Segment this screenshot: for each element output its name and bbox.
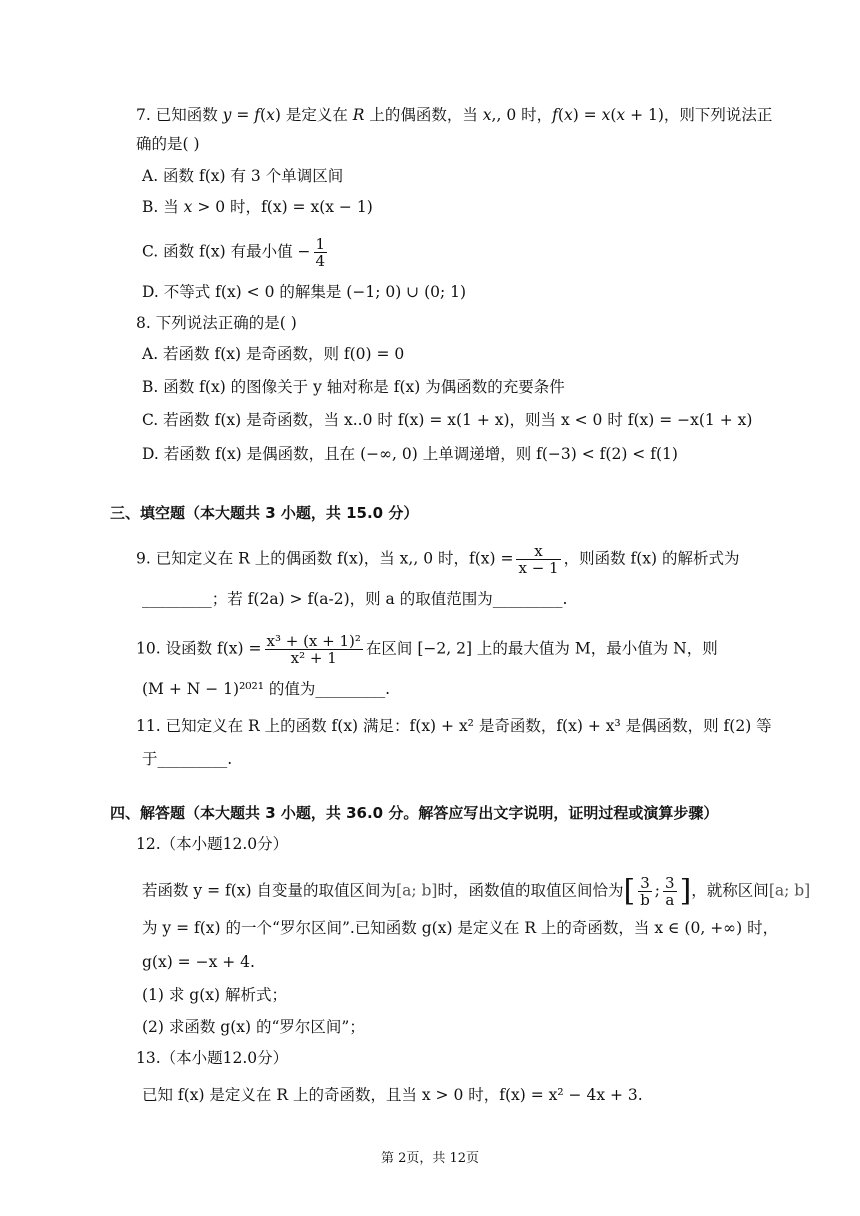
q7-option-c xyxy=(142,236,330,269)
q9-text: 9. 已知定义在 R 上的偶函数 f(x)，当 x,, 0 时，f(x) = xyxy=(136,549,514,568)
q8-option-a: A. 若函数 f(x) 是奇函数，则 f(0) = 0 xyxy=(142,345,405,363)
q12-line-1: 若函数 y = f(x) 自变量的取值区间为[a; b]时，函数值的取值区间恰为[ $\frac{3}{b}$ ; $\frac{3}{a}$ ]，就称区间[a; b] xyxy=(142,873,811,909)
q12-header: 12.（本小题12.0分） xyxy=(136,835,289,853)
q12-text: ，就称区间 xyxy=(691,881,769,900)
q7-option-d xyxy=(142,281,466,303)
q12-interval: [a; b] xyxy=(768,881,811,900)
section-4-title: 四、解答题（本大题共 3 小题，共 36.0 分。解答应写出文字说明，证明过程或演算步骤） xyxy=(110,804,719,822)
q8-option-d: D. 若函数 f(x) 是偶函数，且在 (−∞, 0) 上单调递增，则 f(−3) < f(2) < f(1) xyxy=(142,445,678,463)
q12-line-3: g(x) = −x + 4. xyxy=(142,953,255,971)
q7-option-c-text: C. 函数 f(x) 有最小值 − xyxy=(142,242,311,261)
q7-stem-text: ，则下列说法正 xyxy=(663,106,773,124)
q12-text: 时，函数值的取值区间恰为 xyxy=(437,881,624,900)
q7-option-d-text: D. 不等式 f(x) < 0 的解集是 xyxy=(142,283,347,301)
q10-fraction xyxy=(265,633,363,666)
page-footer: 第 2页，共 12页 xyxy=(380,1151,480,1166)
q8-option-b: B. 函数 f(x) 的图像关于 y 轴对称是 f(x) 为偶函数的充要条件 xyxy=(142,378,565,396)
left-bracket: [ xyxy=(623,873,636,909)
q9-line-1 xyxy=(136,543,740,576)
q7-stem-text: 上的偶函数，当 xyxy=(364,106,478,124)
q7-option-b-text: B. 当 xyxy=(142,198,184,216)
q7-stem-text: 时， xyxy=(516,106,553,124)
q12-interval: [a; b] xyxy=(396,881,438,900)
fraction-denominator: x − 1 xyxy=(518,559,559,577)
q10-line-1 xyxy=(136,633,718,666)
q7-stem-text: 7. 已知函数 xyxy=(136,106,223,124)
q7-stem: 7. 已知函数 y = f(x) 是定义在 R 上的偶函数，当 x,, 0 时，f(x) = x(x + 1)，则下列说法正 xyxy=(136,106,773,124)
fraction-numerator: x xyxy=(516,543,560,560)
q10-line-2: (M + N − 1)²⁰²¹ 的值为_________. xyxy=(142,680,391,698)
right-bracket: ] xyxy=(679,873,692,909)
fraction-denominator: a xyxy=(665,891,675,909)
q12-line-2: 为 y = f(x) 的一个“罗尔区间”.已知函数 g(x) 是定义在 R 上的奇函数，当 x ∈ (0, +∞) 时， xyxy=(142,919,779,937)
fraction-numerator: 3 xyxy=(638,875,652,892)
q8-option-c: C. 若函数 f(x) 是奇函数，当 x..0 时 f(x) = x(1 + x)，则当 x < 0 时 f(x) = −x(1 + x) xyxy=(142,411,753,429)
q10-text: 在区间 [−2, 2] 上的最大值为 M，最小值为 N，则 xyxy=(365,639,718,658)
section-3-title: 三、填空题（本大题共 3 小题，共 15.0 分） xyxy=(110,504,419,522)
q12-part-2: (2) 求函数 g(x) 的“罗尔区间”； xyxy=(142,1018,365,1036)
fraction-numerator: 3 xyxy=(665,874,675,892)
q7-option-b: B. 当 x > 0 时，f(x) = x(x − 1) xyxy=(142,198,373,216)
q7-stem-text: 是定义在 xyxy=(285,106,353,124)
q9-fraction xyxy=(516,543,560,576)
q10-text: 10. 设函数 f(x) = xyxy=(136,639,262,658)
fraction-numerator: x³ + (x + 1)² xyxy=(266,632,361,650)
q7-option-a: A. 函数 f(x) 有 3 个单调区间 xyxy=(142,167,344,185)
q9-text: ，则函数 f(x) 的解析式为 xyxy=(563,549,740,568)
q7-option-b-text: 时， xyxy=(225,198,262,216)
q7-stem-cont: 确的是( ) xyxy=(136,135,200,153)
q7-option-d-expr: (−1; 0) ∪ (0; 1) xyxy=(346,283,467,301)
q13-line-1: 已知 f(x) 是定义在 R 上的奇函数，且当 x > 0 时，f(x) = x² − 4x + 3. xyxy=(142,1086,643,1104)
q9-line-2: _________；若 f(2a) > f(a-2)，则 a 的取值范围为_________. xyxy=(142,590,568,608)
q11-line-2: 于_________. xyxy=(142,750,233,768)
fraction-numerator: 1 xyxy=(315,235,326,253)
q11-line-1: 11. 已知定义在 R 上的函数 f(x) 满足：f(x) + x² 是奇函数，f(x) + x³ 是偶函数，则 f(2) 等 xyxy=(136,717,772,735)
fraction-denominator: b xyxy=(640,891,650,909)
q12-part-1: (1) 求 g(x) 解析式； xyxy=(142,986,287,1004)
q7-option-b-expr: f(x) = x(x − 1) xyxy=(261,198,373,216)
q8-stem: 8. 下列说法正确的是( ) xyxy=(136,314,297,332)
q12-fraction-1 xyxy=(638,875,652,908)
q12-text: 若函数 y = f(x) 自变量的取值区间为 xyxy=(142,881,397,900)
q12-fraction-2 xyxy=(663,875,677,908)
q13-header: 13.（本小题12.0分） xyxy=(136,1049,289,1067)
q7-option-c-fraction xyxy=(314,236,328,269)
fraction-denominator: x² + 1 xyxy=(290,649,337,667)
fraction-denominator: 4 xyxy=(315,252,326,270)
